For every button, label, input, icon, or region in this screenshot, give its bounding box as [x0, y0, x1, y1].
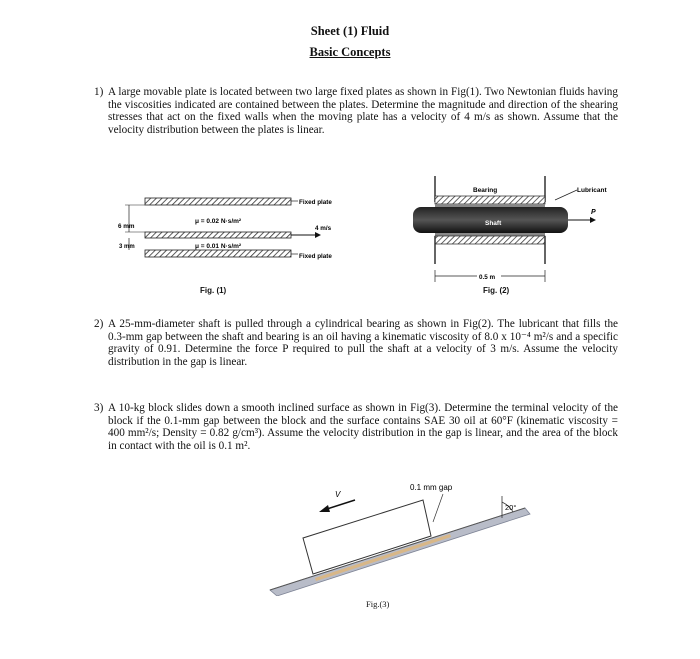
fixed-plate-bottom — [145, 250, 291, 257]
mu-bottom-label: μ = 0.01 N·s/m² — [195, 243, 242, 250]
force-label: P — [591, 209, 596, 216]
bearing-bottom — [435, 236, 545, 244]
figure-3-caption: Fig.(3) — [366, 599, 390, 609]
figure-1 — [115, 188, 360, 300]
figure-2 — [405, 172, 630, 284]
figure-2-caption: Fig. (2) — [483, 286, 510, 295]
lubricant-label: Lubricant — [577, 187, 607, 194]
mu-top-label: μ = 0.02 N·s/m² — [195, 218, 242, 225]
question-number: 2) — [94, 318, 104, 330]
force-arrow — [590, 217, 596, 223]
fixed-plate-top-label: Fixed plate — [299, 199, 332, 206]
bearing-label: Bearing — [473, 187, 498, 194]
lubricant-gap — [435, 204, 545, 207]
question-number: 1) — [94, 86, 104, 98]
page-title: Sheet (1) Fluid — [310, 24, 390, 38]
velocity-arrow — [319, 505, 330, 512]
bearing-top — [435, 196, 545, 204]
angle-label: 20° — [505, 503, 517, 512]
question-2 — [94, 318, 618, 368]
fixed-plate-bottom-label: Fixed plate — [299, 253, 332, 260]
question-text: A 25-mm-diameter shaft is pulled through a cylindrical bearing as shown in Fig(2). The lubricant that fills the 0.3-mm gap between the shaft and bearing is an oil having a kinematic viscosity of 8.0 x 10⁻⁴ m²/s and a specific gravity of 0.91. Determine the force P required to pull the shaft at a velocity of 3 m/s. Assume the velocity distribution in the gap is linear. — [108, 318, 618, 368]
length-label: 0.5 m — [479, 274, 496, 281]
moving-plate — [145, 232, 291, 238]
question-number: 3) — [94, 402, 104, 414]
question-3 — [94, 402, 618, 452]
fixed-plate-top — [145, 198, 291, 205]
question-1 — [94, 86, 618, 136]
dim-bottom-label: 3 mm — [119, 244, 135, 250]
shaft-label: Shaft — [485, 220, 502, 227]
figure-3 — [255, 478, 555, 596]
page-subtitle: Basic Concepts — [309, 45, 391, 59]
gap-label: 0.1 mm gap — [410, 483, 453, 492]
velocity-arrow — [315, 232, 321, 238]
question-text: A large movable plate is located between two large fixed plates as shown in Fig(1). Two Newtonian fluids having the viscosities indicated are contained between the plates. Determine the magnitude and direction of the shearing stresses that act on the fixed walls when the moving plate has a velocity of 4 m/s as shown. Assume that the velocity distribution between the plates is linear. — [108, 86, 618, 136]
dim-top-label: 6 mm — [118, 223, 135, 230]
question-text: A 10-kg block slides down a smooth inclined surface as shown in Fig(3). Determine the terminal velocity of the block if the 0.1-mm gap between the block and the surface contains SAE 30 oil at 60°F (kinematic viscosity = 400 mm²/s; Density = 0.82 g/cm³). Assume the velocity distribution in the gap is linear, and the area of the block in contact with the oil is 0.1 m². — [108, 402, 618, 452]
figure-1-caption: Fig. (1) — [200, 286, 227, 295]
velocity-label: 4 m/s — [315, 225, 332, 232]
velocity-label: V — [335, 490, 341, 499]
